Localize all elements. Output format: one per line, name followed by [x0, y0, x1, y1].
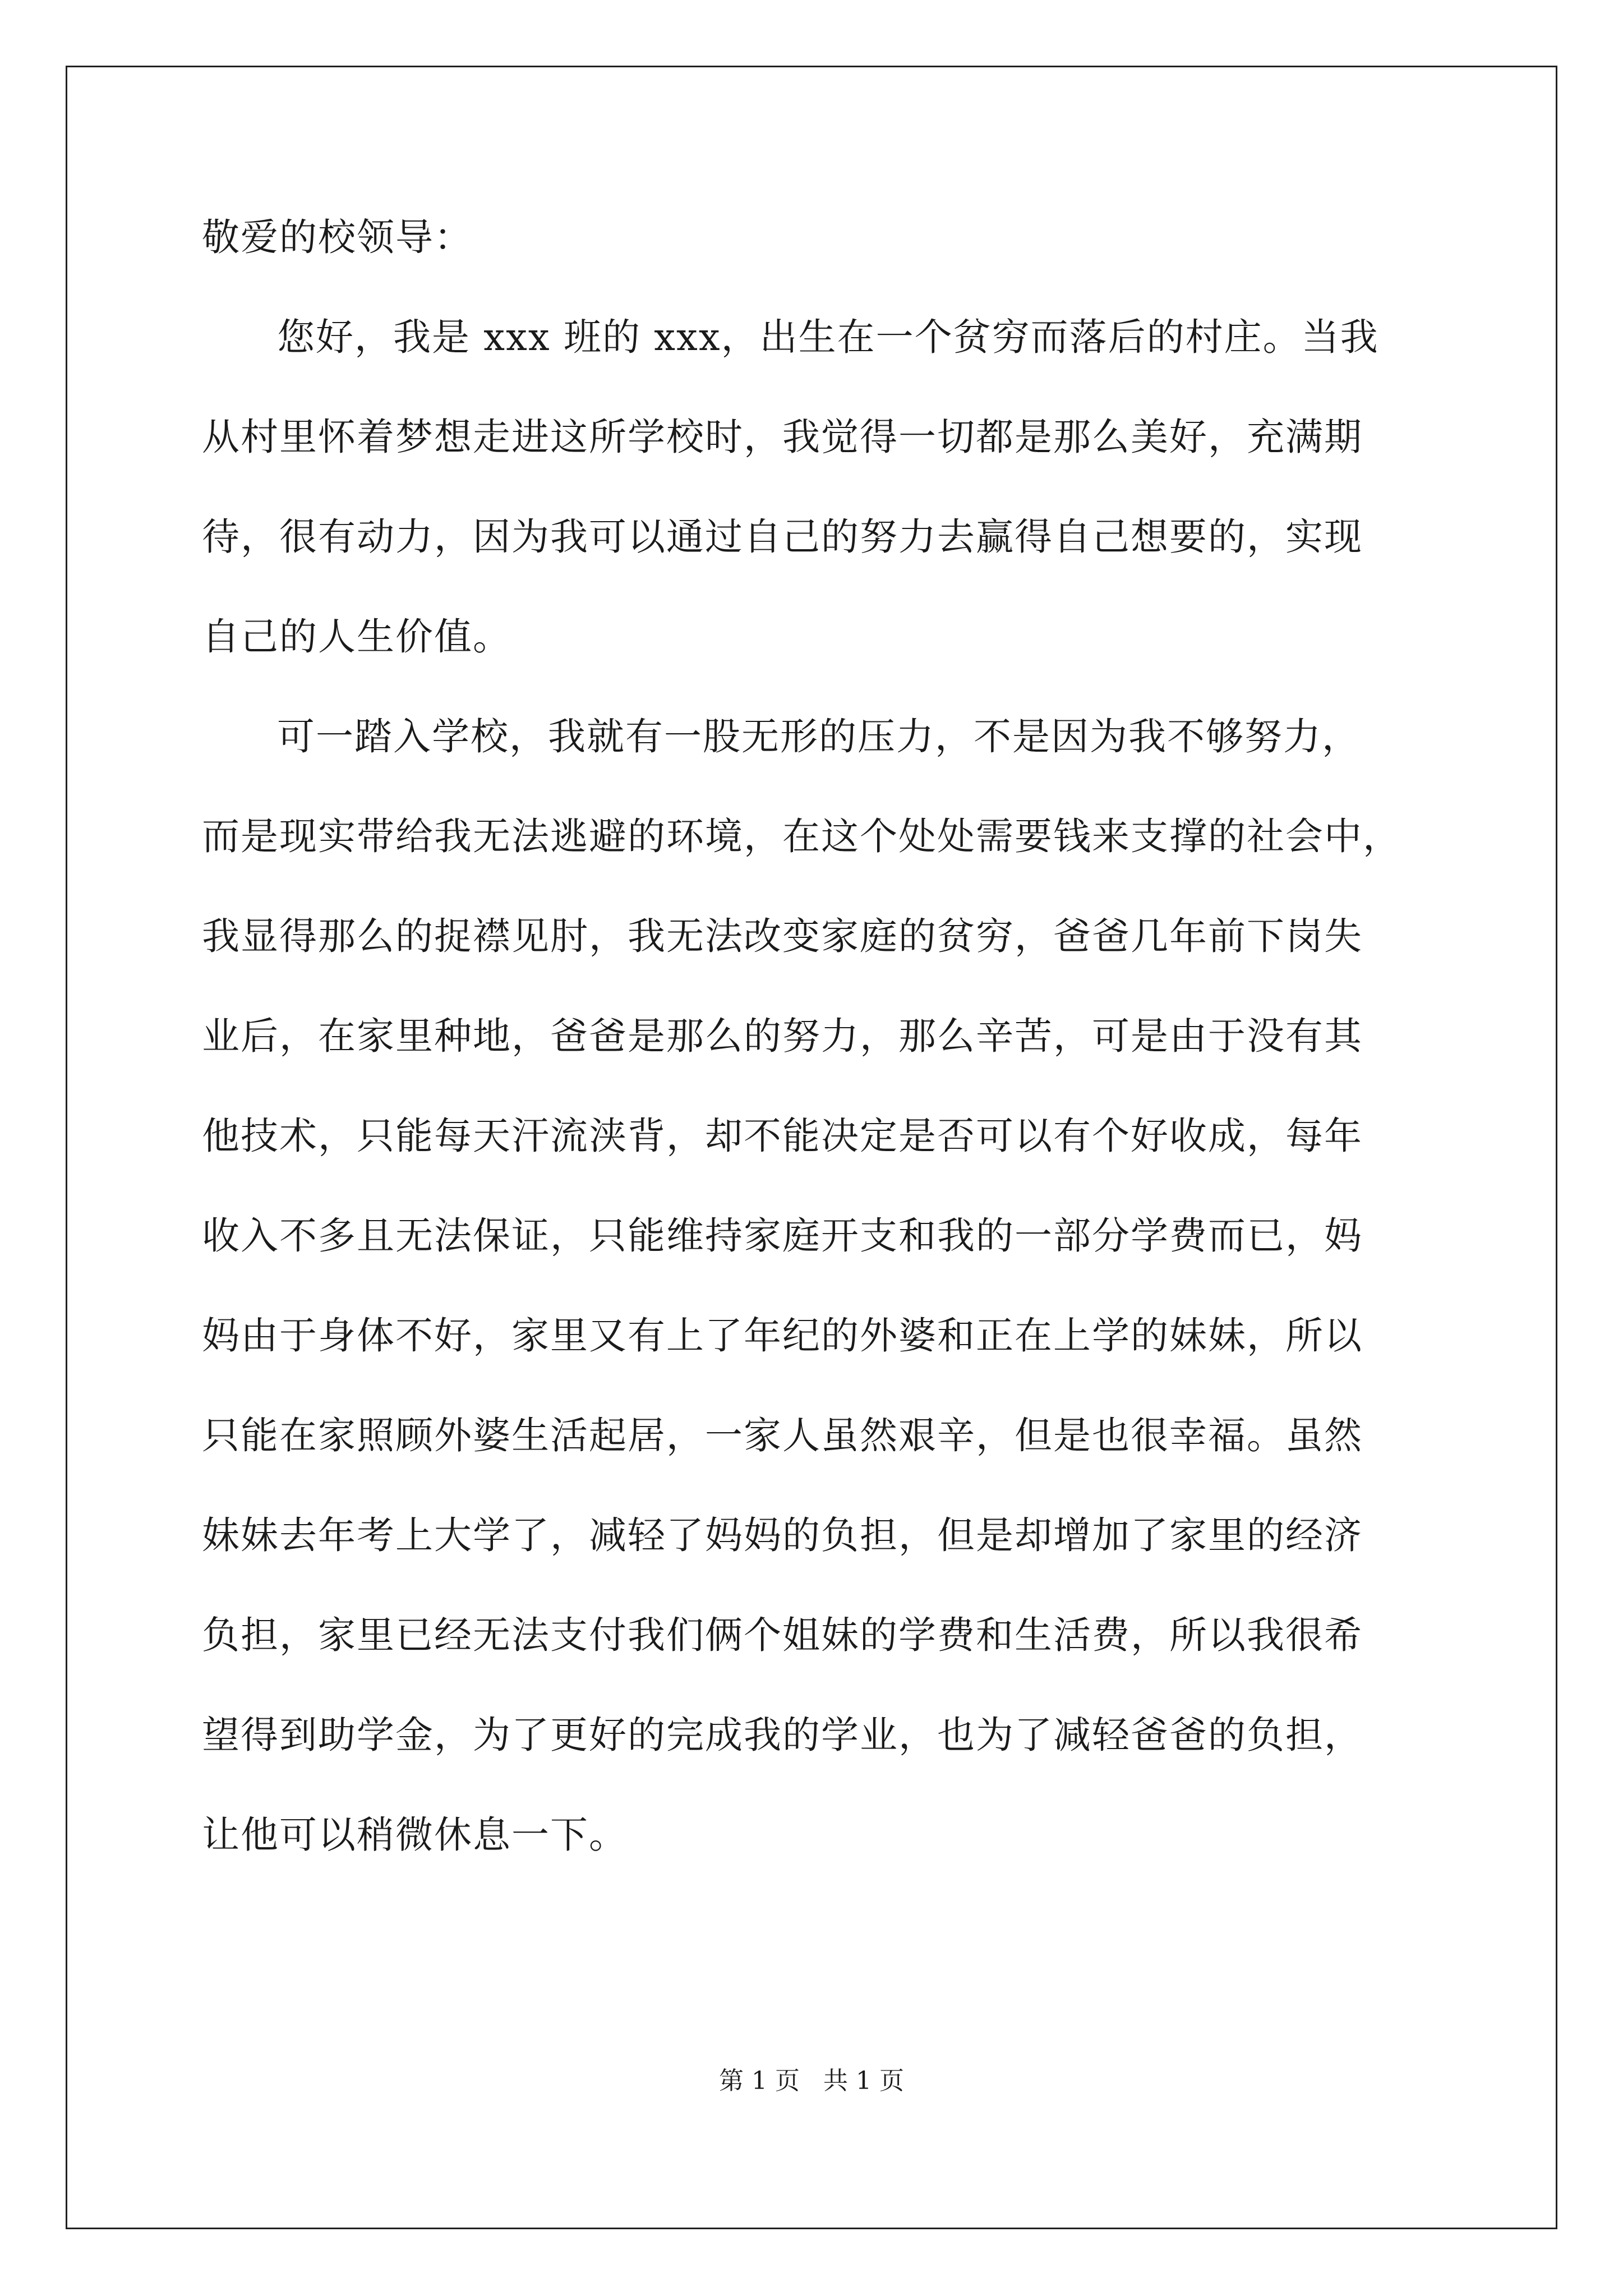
- page-number-footer: 第 1 页 共 1 页: [719, 2067, 904, 2095]
- paragraph-2-line: 妹妹去年考上大学了，减轻了妈妈的负担，但是却增加了家里的经济: [202, 1513, 1363, 1557]
- paragraph-1-line: 自己的人生价值。: [202, 615, 511, 659]
- paragraph-2-line: 他技术，只能每天汗流浃背，却不能决定是否可以有个好收成，每年: [202, 1114, 1363, 1158]
- paragraph-2-line: 收入不多且无法保证，只能维持家庭开支和我的一部分学费而已，妈: [202, 1214, 1363, 1258]
- paragraph-2-line: 只能在家照顾外婆生活起居，一家人虽然艰辛，但是也很幸福。虽然: [202, 1414, 1363, 1457]
- paragraph-1-line: 从村里怀着梦想走进这所学校时，我觉得一切都是那么美好，充满期: [202, 415, 1363, 459]
- paragraph-2: [202, 715, 1453, 1916]
- paragraph-2-line: 而是现实带给我无法逃避的环境，在这个处处需要钱来支撑的社会中，: [202, 815, 1401, 858]
- paragraph-2-line: 让他可以稍微休息一下。: [202, 1813, 628, 1857]
- paragraph-1-line: 您好，我是 xxx 班的 xxx，出生在一个贫穷而落后的村庄。当我: [277, 315, 1379, 359]
- paragraph-1-line: 待，很有动力，因为我可以通过自己的努力去赢得自己想要的，实现: [202, 515, 1363, 559]
- paragraph-1: [202, 315, 1453, 718]
- paragraph-2-line: 妈由于身体不好，家里又有上了年纪的外婆和正在上学的妹妹，所以: [202, 1314, 1363, 1358]
- paragraph-2-line: 可一踏入学校，我就有一股无形的压力，不是因为我不够努力，: [277, 715, 1361, 758]
- salutation: 敬爱的校领导：: [202, 215, 473, 259]
- paragraph-2-line: 业后，在家里种地，爸爸是那么的努力，那么辛苦，可是由于没有其: [202, 1014, 1363, 1058]
- paragraph-2-line: 我显得那么的捉襟见肘，我无法改变家庭的贫穷，爸爸几年前下岗失: [202, 914, 1363, 958]
- paragraph-2-line: 负担，家里已经无法支付我们俩个姐妹的学费和生活费，所以我很希: [202, 1613, 1363, 1657]
- paragraph-2-line: 望得到助学金，为了更好的完成我的学业，也为了减轻爸爸的负担，: [202, 1713, 1363, 1757]
- letter-body: [202, 215, 1453, 1916]
